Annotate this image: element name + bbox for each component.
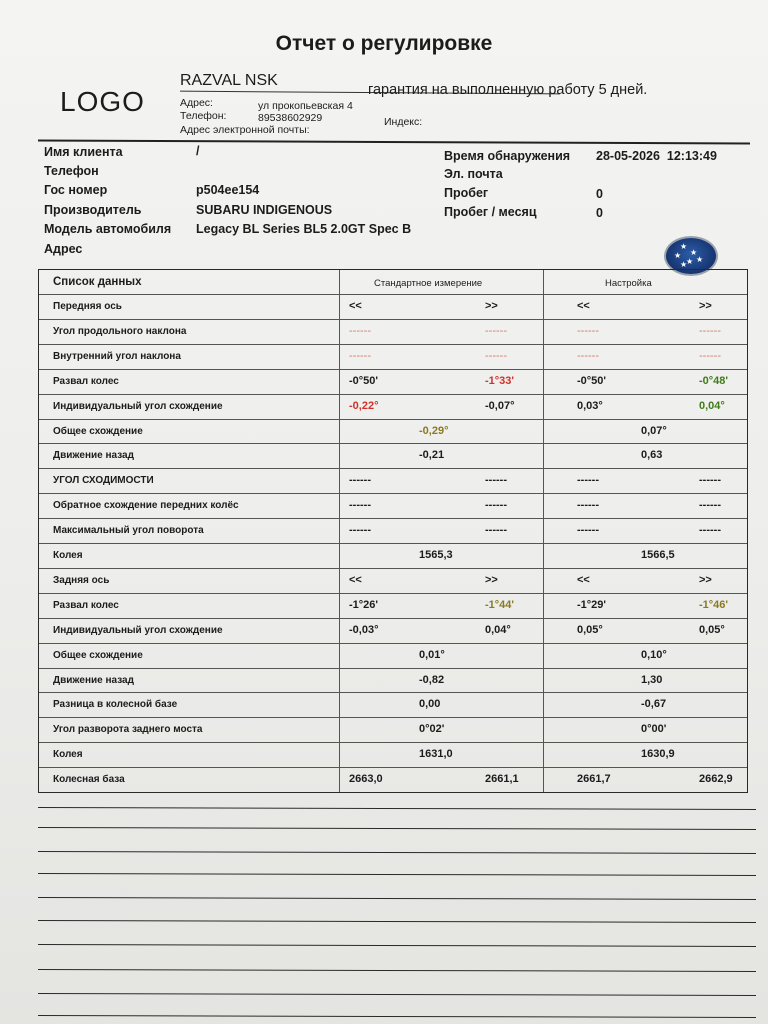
company-name: RAZVAL NSK bbox=[180, 72, 278, 89]
table-row-label: Внутренний угол наклона bbox=[53, 350, 181, 362]
table-row-label: Задняя ось bbox=[53, 574, 110, 586]
table-row-label: Колея bbox=[53, 749, 83, 761]
table-cell: 0,00 bbox=[419, 698, 441, 711]
table-cell: ------ bbox=[485, 499, 507, 512]
table-cell: 0,03° bbox=[577, 399, 603, 412]
table-cell: ------ bbox=[699, 324, 721, 337]
table-cell: -0°50' bbox=[349, 374, 379, 387]
table-cell: -1°29' bbox=[577, 598, 607, 611]
mileage-value: 0 bbox=[596, 187, 603, 201]
time-label: Время обнаружения bbox=[444, 149, 571, 163]
table-cell: 0,04° bbox=[485, 623, 511, 636]
table-cell: 2661,7 bbox=[577, 773, 611, 786]
plate-label: Гос номер bbox=[44, 183, 108, 197]
table-row-divider bbox=[39, 468, 747, 469]
table-cell: -0,29° bbox=[419, 424, 449, 437]
guarantee-text: гарантия на выполненную работу 5 дней. bbox=[368, 82, 648, 98]
table-row-label: Максимальный угол поворота bbox=[53, 525, 204, 537]
phone-label: Телефон: bbox=[180, 110, 227, 122]
table-cell: >> bbox=[485, 573, 498, 586]
table-cell: >> bbox=[485, 300, 498, 312]
table-cell: 1,30 bbox=[641, 673, 663, 686]
index-label: Индекс: bbox=[384, 116, 423, 128]
table-cell: 2661,1 bbox=[485, 773, 519, 786]
table-cell: 1630,9 bbox=[641, 748, 675, 761]
table-cell: -1°33' bbox=[485, 374, 515, 387]
table-row-divider bbox=[39, 618, 747, 619]
table-row-label: Колея bbox=[53, 550, 83, 561]
table-column-divider bbox=[543, 270, 544, 792]
table-cell: >> bbox=[699, 573, 712, 586]
logo: LOGO bbox=[60, 86, 145, 117]
time-value: 28-05-2026 12:13:49 bbox=[596, 149, 717, 163]
table-row-label: Передняя ось bbox=[53, 301, 122, 312]
client-address-label: Адрес bbox=[44, 242, 83, 256]
table-cell: ------ bbox=[485, 524, 507, 537]
table-row-label: Общее схождение bbox=[53, 425, 143, 437]
table-row-label: Общее схождение bbox=[53, 649, 143, 661]
table-row-label: Индивидуальный угол схождение bbox=[53, 400, 223, 412]
table-cell: 0,05° bbox=[699, 623, 725, 636]
table-cell: 1565,3 bbox=[419, 549, 453, 561]
header-data-list: Список данных bbox=[53, 276, 142, 288]
table-row-label: Колесная база bbox=[53, 774, 125, 786]
table-cell: >> bbox=[699, 300, 712, 312]
model-value: Legacy BL Series BL5 2.0GT Spec B bbox=[196, 222, 412, 236]
table-cell: -1°46' bbox=[699, 598, 729, 611]
alignment-table bbox=[38, 269, 748, 793]
table-cell: ------ bbox=[699, 474, 721, 487]
table-row-label: Развал колес bbox=[53, 375, 119, 387]
table-cell: 2662,9 bbox=[699, 773, 733, 786]
table-cell: ------ bbox=[699, 349, 721, 362]
table-row-divider bbox=[39, 319, 747, 320]
table-cell: -0,21 bbox=[419, 449, 445, 462]
table-row-label: Обратное схождение передних колёс bbox=[53, 500, 239, 512]
table-cell: 0°00' bbox=[641, 723, 667, 736]
table-row-divider bbox=[39, 593, 747, 594]
table-cell: ------ bbox=[485, 324, 507, 337]
table-cell: ------ bbox=[699, 499, 721, 512]
address-label: Адрес: bbox=[180, 97, 213, 109]
table-row-divider bbox=[39, 344, 747, 345]
header-standard: Стандартное измерение bbox=[374, 278, 483, 289]
table-row-label: Разница в колесной базе bbox=[53, 699, 178, 711]
table-cell: 0,10° bbox=[641, 648, 667, 661]
table-row-label: Развал колес bbox=[53, 599, 119, 611]
table-row-divider bbox=[39, 369, 747, 370]
table-row-divider bbox=[39, 742, 747, 743]
table-cell: -1°44' bbox=[485, 598, 515, 611]
phone-value: 89538602929 bbox=[258, 112, 323, 124]
table-row-divider bbox=[39, 643, 747, 644]
table-row-label: Индивидуальный угол схождение bbox=[53, 624, 223, 636]
table-row-divider bbox=[39, 717, 747, 718]
table-cell: 0,01° bbox=[419, 648, 445, 661]
table-cell: -0,07° bbox=[485, 399, 515, 412]
header-setup: Настройка bbox=[605, 278, 652, 289]
subaru-emblem-icon: ★ ★ ★ ★ ★ ★ bbox=[664, 236, 718, 276]
table-row-divider bbox=[39, 668, 747, 669]
client-name-label: Имя клиента bbox=[44, 145, 123, 159]
table-cell: -1°26' bbox=[349, 598, 379, 611]
client-name-value: / bbox=[196, 144, 200, 158]
table-cell: -0,22° bbox=[349, 399, 379, 412]
table-row-label: Угол продольного наклона bbox=[53, 325, 187, 337]
table-cell: -0,03° bbox=[349, 623, 379, 636]
table-cell: << bbox=[349, 573, 362, 586]
table-cell: ------ bbox=[349, 474, 371, 487]
table-row-label: Движение назад bbox=[53, 450, 134, 462]
address-value: ул прокопьевская 4 bbox=[258, 100, 353, 112]
table-cell: ------ bbox=[485, 349, 507, 362]
table-cell: 0,04° bbox=[699, 399, 725, 412]
table-cell: ------ bbox=[349, 324, 371, 337]
table-cell: << bbox=[577, 300, 590, 312]
mileage-month-value: 0 bbox=[596, 206, 603, 220]
table-cell: 0°02' bbox=[419, 723, 445, 736]
table-cell: 2663,0 bbox=[349, 773, 383, 786]
table-row-divider bbox=[39, 419, 747, 420]
table-row-divider bbox=[39, 443, 747, 444]
table-cell: 0,63 bbox=[641, 449, 663, 462]
model-label: Модель автомобиля bbox=[44, 222, 172, 236]
table-cell: -0°50' bbox=[577, 374, 607, 387]
table-row-label: Угол разворота заднего моста bbox=[53, 724, 203, 736]
table-row-divider bbox=[39, 767, 747, 768]
table-row-divider bbox=[39, 294, 747, 295]
email-label: Адрес электронной почты: bbox=[180, 124, 310, 136]
table-row-divider bbox=[39, 568, 747, 569]
table-cell: ------ bbox=[349, 499, 371, 512]
table-row-divider bbox=[39, 692, 747, 693]
table-cell: 0,07° bbox=[641, 424, 667, 437]
table-cell: -0,67 bbox=[641, 698, 667, 711]
mileage-label: Пробег bbox=[444, 186, 489, 200]
table-cell: ------ bbox=[349, 524, 371, 537]
table-row-divider bbox=[39, 543, 747, 544]
mileage-month-label: Пробег / месяц bbox=[444, 205, 537, 219]
table-cell: ------ bbox=[699, 524, 721, 537]
table-cell: 1631,0 bbox=[419, 748, 453, 761]
table-row-label: Движение назад bbox=[53, 674, 134, 686]
table-cell: << bbox=[577, 573, 590, 586]
table-row-divider bbox=[39, 518, 747, 519]
plate-value: p504ee154 bbox=[196, 183, 260, 197]
maker-value: SUBARU INDIGENOUS bbox=[196, 203, 333, 217]
table-cell: ------ bbox=[577, 349, 599, 362]
client-email-label: Эл. почта bbox=[444, 167, 503, 181]
page-title: Отчет о регулировке bbox=[275, 32, 493, 55]
table-column-divider bbox=[339, 270, 340, 792]
table-cell: ------ bbox=[577, 324, 599, 337]
client-phone-label: Телефон bbox=[44, 164, 99, 178]
table-row-divider bbox=[39, 394, 747, 395]
table-row-label: УГОЛ СХОДИМОСТИ bbox=[53, 475, 154, 487]
table-cell: -0°48' bbox=[699, 374, 729, 387]
table-row-divider bbox=[39, 493, 747, 494]
table-cell: ------ bbox=[577, 524, 599, 537]
table-cell: -0,82 bbox=[419, 673, 445, 686]
table-cell: ------ bbox=[577, 499, 599, 512]
maker-label: Производитель bbox=[44, 203, 142, 217]
table-cell: 1566,5 bbox=[641, 549, 675, 561]
table-cell: 0,05° bbox=[577, 623, 603, 636]
table-cell: ------ bbox=[485, 474, 507, 487]
table-cell: ------ bbox=[349, 349, 371, 362]
table-cell: << bbox=[349, 300, 362, 312]
table-cell: ------ bbox=[577, 474, 599, 487]
